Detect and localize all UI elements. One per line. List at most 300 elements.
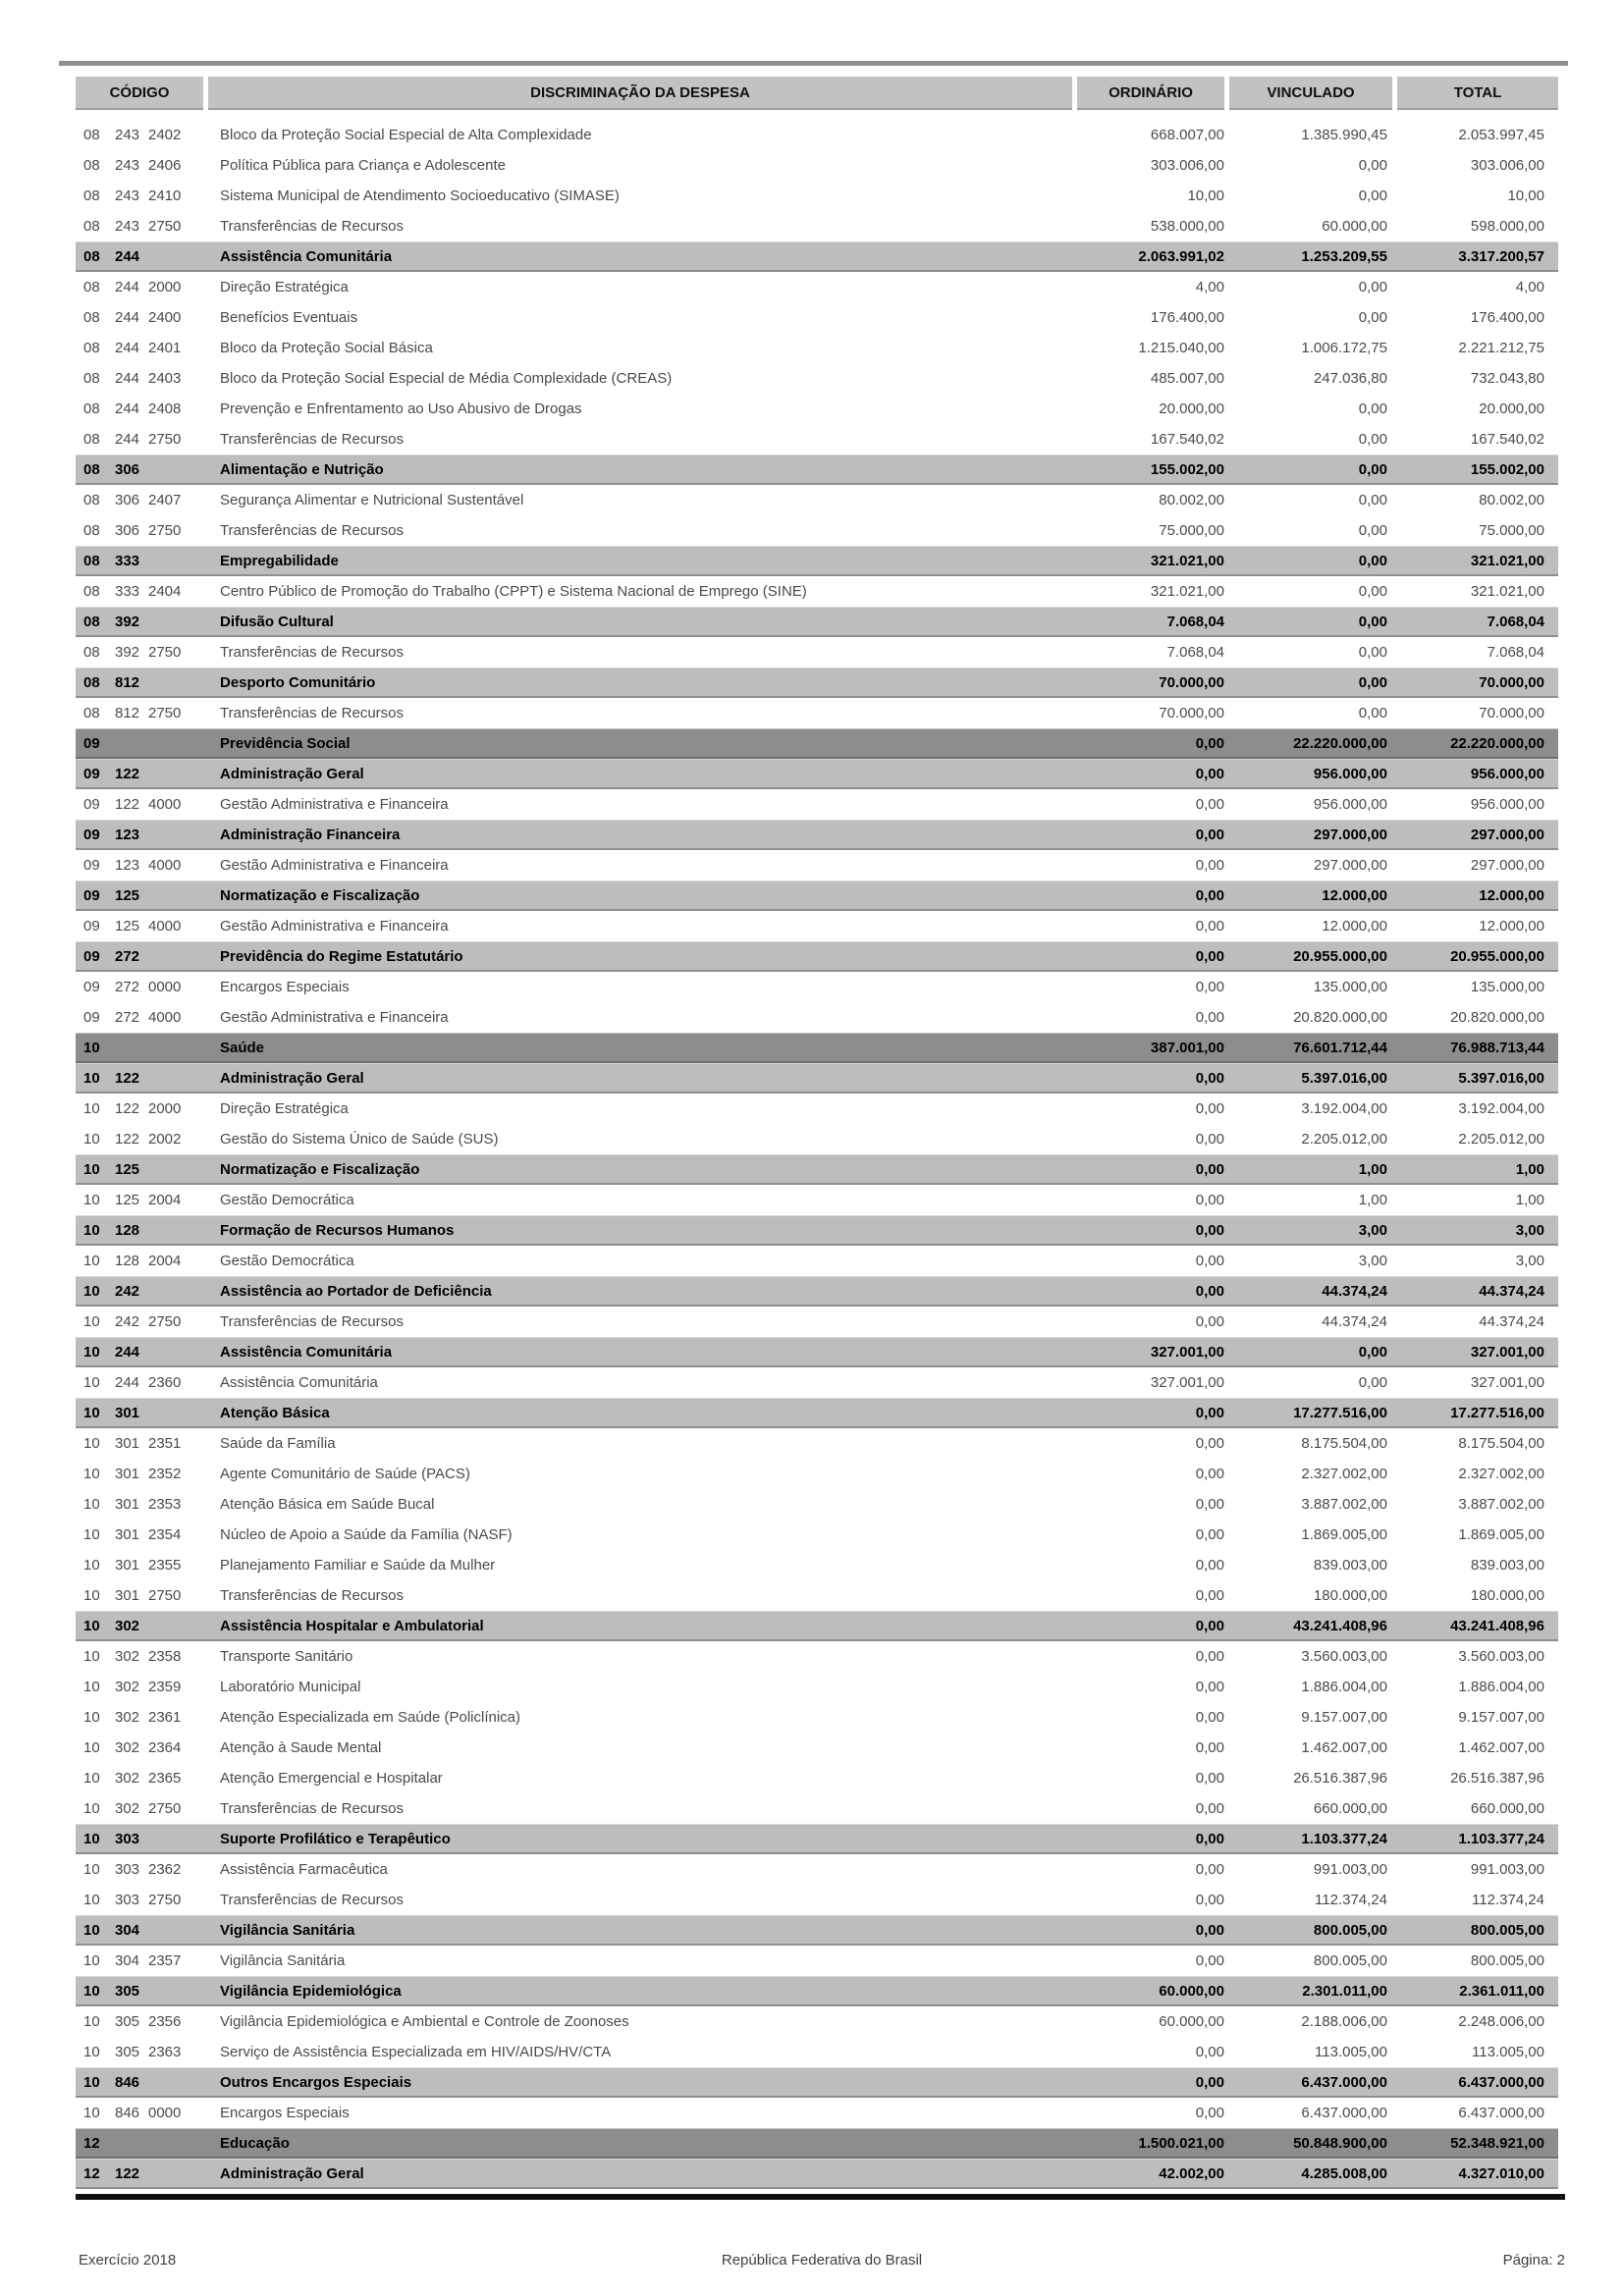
code-sub-cell: 301 [115,1587,140,1604]
total-cell: 6.437.000,00 [1458,2105,1544,2121]
table-row-detail [76,1459,1558,1489]
table-row-detail [76,698,1558,728]
table-row-detail [76,1793,1558,1824]
code-major-cell: 10 [83,2013,100,2030]
vinculado-cell: 1,00 [1358,1160,1387,1178]
total-cell: 12.000,00 [1479,886,1544,904]
ordinario-cell: 0,00 [1195,1009,1224,1026]
code-sub-cell: 305 [115,2044,140,2060]
vinculado-cell: 17.277.516,00 [1293,1404,1387,1421]
vinculado-cell: 5.397.016,00 [1301,1069,1387,1087]
column-header-discriminacao: DISCRIMINAÇÃO DA DESPESA [208,77,1072,110]
ordinario-cell: 1.215.040,00 [1138,340,1224,356]
description-cell: Serviço de Assistência Especializada em HIV/AIDS/HV/CTA [220,2044,612,2060]
code-major-cell: 10 [83,1648,100,1665]
total-cell: 26.516.387,96 [1450,1770,1544,1787]
table-row-detail [76,1185,1558,1215]
table-row-detail [76,1885,1558,1915]
ordinario-cell: 7.068,04 [1166,613,1224,630]
table-row-detail [76,333,1558,363]
code-sub-cell: 846 [115,2073,140,2091]
code-major-cell: 08 [83,157,100,174]
code-action-cell: 2002 [148,1131,182,1148]
ordinario-cell: 0,00 [1195,1648,1224,1665]
ordinario-cell: 0,00 [1195,2105,1224,2121]
code-major-cell: 10 [83,1952,100,1969]
ordinario-cell: 321.021,00 [1150,552,1224,569]
code-action-cell: 2750 [148,1800,182,1817]
code-action-cell: 2364 [148,1739,182,1756]
code-sub-cell: 301 [115,1466,140,1482]
code-action-cell: 2004 [148,1192,182,1208]
total-cell: 3,00 [1515,1253,1544,1269]
code-sub-cell: 122 [115,796,140,813]
total-cell: 1,00 [1515,1192,1544,1208]
total-cell: 991.003,00 [1470,1861,1544,1878]
code-major-cell: 09 [83,886,100,904]
table-row-detail [76,1367,1558,1398]
ordinario-cell: 4,00 [1195,279,1224,295]
code-sub-cell: 125 [115,886,140,904]
vinculado-cell: 44.374,24 [1322,1282,1387,1300]
vinculado-cell: 50.848.900,00 [1293,2134,1387,2152]
total-cell: 17.277.516,00 [1450,1404,1544,1421]
code-major-cell: 09 [83,947,100,965]
table-row-section [76,2159,1558,2189]
code-action-cell: 2351 [148,1435,182,1452]
vinculado-cell: 0,00 [1358,644,1387,661]
vinculado-cell: 3.192.004,00 [1301,1100,1387,1117]
ordinario-cell: 0,00 [1195,1679,1224,1695]
table-row-detail [76,1489,1558,1520]
description-cell: Transferências de Recursos [220,1313,405,1330]
vinculado-cell: 12.000,00 [1322,918,1387,934]
code-major-cell: 09 [83,734,100,752]
ordinario-cell: 0,00 [1195,1466,1224,1482]
table-row-detail [76,211,1558,241]
code-action-cell: 2353 [148,1496,182,1513]
description-cell: Encargos Especiais [220,979,350,995]
vinculado-cell: 0,00 [1358,613,1387,630]
table-row-detail [76,1702,1558,1733]
ordinario-cell: 167.540,02 [1150,431,1224,448]
vinculado-cell: 956.000,00 [1313,765,1387,782]
total-cell: 10,00 [1507,187,1544,204]
bottom-rule [76,2194,1565,2200]
ordinario-cell: 0,00 [1195,1709,1224,1726]
description-cell: Assistência Comunitária [220,1374,378,1391]
ordinario-cell: 303.006,00 [1150,157,1224,174]
vinculado-cell: 12.000,00 [1322,886,1387,904]
table-row-detail [76,515,1558,546]
ordinario-cell: 7.068,04 [1166,644,1224,661]
ordinario-cell: 0,00 [1195,857,1224,874]
vinculado-cell: 1.462.007,00 [1301,1739,1387,1756]
vinculado-cell: 0,00 [1358,431,1387,448]
ordinario-cell: 0,00 [1195,1069,1224,1087]
footer-page-number: Página: 2 [1502,2252,1565,2269]
table-row-section [76,546,1558,576]
ordinario-cell: 42.002,00 [1159,2164,1224,2182]
code-sub-cell: 306 [115,492,140,508]
code-sub-cell: 333 [115,583,140,600]
vinculado-cell: 0,00 [1358,552,1387,569]
description-cell: Formação de Recursos Humanos [220,1221,455,1239]
description-cell: Atenção Básica [220,1404,330,1421]
code-action-cell: 2356 [148,2013,182,2030]
expense-table [76,77,1558,2189]
ordinario-cell: 0,00 [1195,1952,1224,1969]
description-cell: Bloco da Proteção Social Básica [220,340,433,356]
description-cell: Transporte Sanitário [220,1648,353,1665]
table-row-section [76,881,1558,911]
table-row-detail [76,363,1558,394]
ordinario-cell: 0,00 [1195,1435,1224,1452]
code-major-cell: 10 [83,2044,100,2060]
description-cell: Empregabilidade [220,552,339,569]
code-major-cell: 10 [83,1435,100,1452]
total-cell: 2.053.997,45 [1458,127,1544,143]
ordinario-cell: 10,00 [1187,187,1224,204]
vinculado-cell: 3,00 [1358,1253,1387,1269]
description-cell: Outros Encargos Especiais [220,2073,412,2091]
code-action-cell: 0000 [148,979,182,995]
code-major-cell: 10 [83,1313,100,1330]
code-major-cell: 08 [83,340,100,356]
total-cell: 321.021,00 [1470,552,1544,569]
code-action-cell: 4000 [148,796,182,813]
description-cell: Assistência Comunitária [220,247,393,265]
ordinario-cell: 2.063.991,02 [1138,247,1224,265]
total-cell: 135.000,00 [1470,979,1544,995]
code-major-cell: 10 [83,1404,100,1421]
code-sub-cell: 272 [115,1009,140,1026]
table-row-detail [76,424,1558,454]
code-action-cell: 2355 [148,1557,182,1574]
table-row-detail [76,120,1558,150]
table-row-detail [76,181,1558,211]
ordinario-cell: 0,00 [1195,765,1224,782]
total-cell: 180.000,00 [1470,1587,1544,1604]
code-major-cell: 10 [83,1466,100,1482]
ordinario-cell: 0,00 [1195,1800,1224,1817]
code-major-cell: 12 [83,2134,100,2152]
description-cell: Transferências de Recursos [220,522,405,539]
vinculado-cell: 180.000,00 [1313,1587,1387,1604]
vinculado-cell: 660.000,00 [1313,1800,1387,1817]
ordinario-cell: 60.000,00 [1159,1982,1224,2000]
description-cell: Benefícios Eventuais [220,309,358,326]
ordinario-cell: 0,00 [1195,1861,1224,1878]
total-cell: 2.248.006,00 [1458,2013,1544,2030]
code-sub-cell: 306 [115,522,140,539]
description-cell: Administração Financeira [220,826,401,843]
ordinario-cell: 80.002,00 [1159,492,1224,508]
code-action-cell: 0000 [148,2105,182,2121]
table-row-detail [76,911,1558,941]
description-cell: Assistência ao Portador de Deficiência [220,1282,492,1300]
code-major-cell: 08 [83,218,100,235]
code-major-cell: 10 [83,2073,100,2091]
code-sub-cell: 242 [115,1313,140,1330]
vinculado-cell: 0,00 [1358,309,1387,326]
table-row-section [76,241,1558,272]
code-sub-cell: 122 [115,2164,140,2182]
code-major-cell: 08 [83,644,100,661]
table-row-section [76,1337,1558,1367]
code-action-cell: 2403 [148,370,182,387]
total-cell: 76.988.713,44 [1450,1039,1544,1056]
code-major-cell: 10 [83,1861,100,1878]
table-row-detail [76,2037,1558,2067]
vinculado-cell: 0,00 [1358,1374,1387,1391]
description-cell: Alimentação e Nutrição [220,460,384,478]
description-cell: Saúde [220,1039,265,1056]
table-row-detail [76,1094,1558,1124]
code-sub-cell: 122 [115,1131,140,1148]
total-cell: 44.374,24 [1479,1313,1544,1330]
code-major-cell: 10 [83,1587,100,1604]
code-major-cell: 10 [83,1160,100,1178]
description-cell: Assistência Comunitária [220,1343,393,1361]
vinculado-cell: 1.006.172,75 [1301,340,1387,356]
code-major-cell: 08 [83,613,100,630]
vinculado-cell: 1.869.005,00 [1301,1526,1387,1543]
ordinario-cell: 0,00 [1195,1253,1224,1269]
code-action-cell: 2360 [148,1374,182,1391]
ordinario-cell: 0,00 [1195,1282,1224,1300]
description-cell: Transferências de Recursos [220,218,405,235]
vinculado-cell: 991.003,00 [1313,1861,1387,1878]
vinculado-cell: 297.000,00 [1313,826,1387,843]
code-major-cell: 08 [83,187,100,204]
code-sub-cell: 304 [115,1921,140,1939]
table-row-section [76,1063,1558,1094]
total-cell: 2.221.212,75 [1458,340,1544,356]
code-major-cell: 09 [83,826,100,843]
vinculado-cell: 9.157.007,00 [1301,1709,1387,1726]
code-action-cell: 2750 [148,644,182,661]
code-action-cell: 2361 [148,1709,182,1726]
code-sub-cell: 305 [115,1982,140,2000]
code-major-cell: 09 [83,765,100,782]
table-row-section [76,607,1558,637]
total-cell: 22.220.000,00 [1450,734,1544,752]
table-row-detail [76,972,1558,1002]
table-row-section [76,1824,1558,1854]
column-header-total: TOTAL [1397,77,1558,110]
ordinario-cell: 668.007,00 [1150,127,1224,143]
footer-exercise-year: Exercício 2018 [79,2252,177,2269]
ordinario-cell: 327.001,00 [1150,1343,1224,1361]
description-cell: Transferências de Recursos [220,1587,405,1604]
code-sub-cell: 302 [115,1739,140,1756]
code-major-cell: 08 [83,673,100,691]
table-row-detail [76,1246,1558,1276]
code-sub-cell: 125 [115,1160,140,1178]
ordinario-cell: 1.500.021,00 [1138,2134,1224,2152]
total-cell: 3.317.200,57 [1458,247,1544,265]
description-cell: Previdência Social [220,734,351,752]
code-major-cell: 08 [83,309,100,326]
ordinario-cell: 0,00 [1195,2073,1224,2091]
code-action-cell: 2354 [148,1526,182,1543]
code-sub-cell: 122 [115,765,140,782]
total-cell: 1.462.007,00 [1458,1739,1544,1756]
ordinario-cell: 0,00 [1195,1496,1224,1513]
table-row-detail [76,850,1558,881]
vinculado-cell: 2.327.002,00 [1301,1466,1387,1482]
code-sub-cell: 301 [115,1435,140,1452]
code-action-cell: 2352 [148,1466,182,1482]
code-major-cell: 10 [83,1526,100,1543]
table-row-function [76,728,1558,759]
total-cell: 327.001,00 [1470,1343,1544,1361]
description-cell: Encargos Especiais [220,2105,350,2121]
code-sub-cell: 125 [115,918,140,934]
code-major-cell: 10 [83,1679,100,1695]
table-row-detail [76,1580,1558,1611]
vinculado-cell: 3.887.002,00 [1301,1496,1387,1513]
table-row-section [76,941,1558,972]
total-cell: 2.205.012,00 [1458,1131,1544,1148]
description-cell: Desporto Comunitário [220,673,376,691]
table-row-section [76,1976,1558,2006]
description-cell: Gestão Administrativa e Financeira [220,918,449,934]
code-sub-cell: 243 [115,157,140,174]
total-cell: 732.043,80 [1470,370,1544,387]
code-sub-cell: 303 [115,1892,140,1908]
description-cell: Transferências de Recursos [220,705,405,721]
description-cell: Gestão Democrática [220,1253,354,1269]
code-action-cell: 2750 [148,1892,182,1908]
ordinario-cell: 0,00 [1195,979,1224,995]
total-cell: 660.000,00 [1470,1800,1544,1817]
description-cell: Núcleo de Apoio a Saúde da Família (NASF) [220,1526,513,1543]
code-sub-cell: 244 [115,340,140,356]
vinculado-cell: 0,00 [1358,187,1387,204]
column-header-vinculado: VINCULADO [1229,77,1392,110]
code-sub-cell: 125 [115,1192,140,1208]
vinculado-cell: 1.253.209,55 [1301,247,1387,265]
table-row-section [76,1915,1558,1946]
code-major-cell: 09 [83,796,100,813]
description-cell: Direção Estratégica [220,1100,349,1117]
code-sub-cell: 242 [115,1282,140,1300]
table-row-detail [76,394,1558,424]
vinculado-cell: 0,00 [1358,460,1387,478]
total-cell: 3.887.002,00 [1458,1496,1544,1513]
code-action-cell: 2404 [148,583,182,600]
vinculado-cell: 44.374,24 [1322,1313,1387,1330]
description-cell: Gestão Administrativa e Financeira [220,857,449,874]
vinculado-cell: 8.175.504,00 [1301,1435,1387,1452]
total-cell: 70.000,00 [1479,705,1544,721]
description-cell: Atenção Especializada em Saúde (Policlínica) [220,1709,520,1726]
description-cell: Atenção Básica em Saúde Bucal [220,1496,435,1513]
vinculado-cell: 0,00 [1358,279,1387,295]
table-row-function [76,1033,1558,1063]
total-cell: 70.000,00 [1479,673,1544,691]
table-row-detail [76,2098,1558,2128]
vinculado-cell: 0,00 [1358,1343,1387,1361]
ordinario-cell: 0,00 [1195,796,1224,813]
description-cell: Gestão Democrática [220,1192,354,1208]
description-cell: Gestão do Sistema Único de Saúde (SUS) [220,1131,499,1148]
ordinario-cell: 0,00 [1195,734,1224,752]
total-cell: 20.955.000,00 [1450,947,1544,965]
code-action-cell: 2408 [148,400,182,417]
code-sub-cell: 846 [115,2105,140,2121]
code-sub-cell: 302 [115,1648,140,1665]
code-action-cell: 4000 [148,857,182,874]
page-footer [79,2252,1565,2269]
code-major-cell: 10 [83,1039,100,1056]
code-major-cell: 10 [83,1830,100,1847]
code-action-cell: 2750 [148,1587,182,1604]
total-cell: 1.103.377,24 [1458,1830,1544,1847]
table-row-detail [76,1124,1558,1154]
table-row-detail [76,1672,1558,1702]
description-cell: Centro Público de Promoção do Trabalho (CPPT) e Sistema Nacional de Emprego (SINE) [220,583,807,600]
description-cell: Vigilância Sanitária [220,1952,346,1969]
ordinario-cell: 0,00 [1195,1313,1224,1330]
total-cell: 321.021,00 [1470,583,1544,600]
code-sub-cell: 302 [115,1709,140,1726]
code-action-cell: 2365 [148,1770,182,1787]
code-action-cell: 2750 [148,218,182,235]
code-sub-cell: 128 [115,1221,140,1239]
table-row-detail [76,150,1558,181]
vinculado-cell: 0,00 [1358,522,1387,539]
code-major-cell: 09 [83,918,100,934]
description-cell: Transferências de Recursos [220,1892,405,1908]
code-major-cell: 10 [83,1982,100,2000]
ordinario-cell: 0,00 [1195,1892,1224,1908]
ordinario-cell: 0,00 [1195,1131,1224,1148]
code-action-cell: 2357 [148,1952,182,1969]
description-cell: Suporte Profilático e Terapêutico [220,1830,451,1847]
total-cell: 52.348.921,00 [1450,2134,1544,2152]
vinculado-cell: 1.385.990,45 [1301,127,1387,143]
total-cell: 80.002,00 [1479,492,1544,508]
ordinario-cell: 0,00 [1195,1160,1224,1178]
code-major-cell: 09 [83,1009,100,1026]
code-action-cell: 2402 [148,127,182,143]
code-sub-cell: 301 [115,1557,140,1574]
total-cell: 167.540,02 [1470,431,1544,448]
total-cell: 1,00 [1515,1160,1544,1178]
ordinario-cell: 20.000,00 [1159,400,1224,417]
total-cell: 44.374,24 [1479,1282,1544,1300]
ordinario-cell: 0,00 [1195,826,1224,843]
table-header [76,77,1558,110]
total-cell: 7.068,04 [1487,644,1544,661]
table-row-detail [76,576,1558,607]
code-sub-cell: 123 [115,857,140,874]
total-cell: 4.327.010,00 [1458,2164,1544,2182]
code-sub-cell: 272 [115,979,140,995]
code-sub-cell: 302 [115,1770,140,1787]
code-sub-cell: 128 [115,1253,140,1269]
description-cell: Administração Geral [220,765,364,782]
ordinario-cell: 0,00 [1195,1100,1224,1117]
total-cell: 12.000,00 [1479,918,1544,934]
total-cell: 2.327.002,00 [1458,1466,1544,1482]
description-cell: Vigilância Epidemiológica [220,1982,402,2000]
ordinario-cell: 176.400,00 [1150,309,1224,326]
vinculado-cell: 1.886.004,00 [1301,1679,1387,1695]
